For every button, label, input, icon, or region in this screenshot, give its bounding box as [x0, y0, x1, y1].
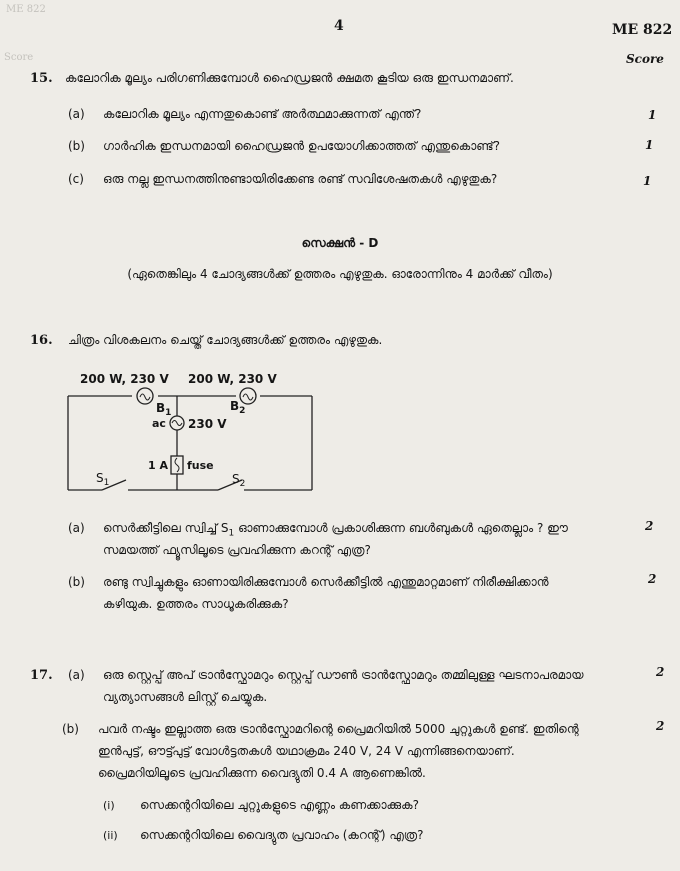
q15-text: കലോറിക മൂല്യം പരിഗണിക്കുമ്പോൾ ഹൈഡ്രജൻ ക്ഷമത കൂടിയ ഒരു ഇന്ധനമാണ്. — [65, 71, 514, 85]
q16a-label: (a) — [68, 521, 85, 535]
q16b-score: 2 — [648, 572, 657, 586]
s2-label: $S_2$ — [232, 472, 246, 489]
ac-source-symbol — [170, 416, 184, 430]
q15c-score: 1 — [643, 174, 652, 188]
section-title: സെക്ഷൻ - D — [301, 236, 379, 250]
q17a-score: 2 — [656, 665, 665, 679]
q15c-text: ഒരു നല്ല ഇന്ധനത്തിനുണ്ടായിരിക്കേണ്ട രണ്ട് സവിശേഷതകൾ എഴുതുക? — [103, 172, 498, 186]
b2-rating: 200 W, 230 V — [188, 372, 277, 386]
bulb-b2-symbol — [240, 388, 256, 404]
q15b-text: ഗാർഹിക ഇന്ധനമായി ഹൈഡ്രജൻ ഉപയോഗിക്കാത്തത് എന്തുകൊണ്ട്? — [103, 139, 500, 153]
q17a-line2: വ്യത്യാസങ്ങൾ ലിസ്റ്റ് ചെയ്യുക. — [103, 690, 268, 704]
q16b-line1: രണ്ടു സ്വിച്ചുകളും ഓണായിരിക്കുമ്പോൾ സെർക്കീട്ടിൽ എന്തുമാറ്റമാണ് നിരീക്ഷിക്കാൻ — [103, 575, 549, 589]
q15a-score: 1 — [648, 108, 657, 122]
q16a-score: 2 — [645, 519, 654, 533]
q17b-line2: ഇൻപുട്ട്, ഔട്ട്പുട്ട് വോൾട്ടതകൾ യഥാക്രമം 240 V, 24 V എന്നിങ്ങനെയാണ്. — [98, 744, 515, 758]
b1-rating: 200 W, 230 V — [80, 372, 169, 386]
q17-number: 17. — [30, 668, 53, 683]
q17b-label: (b) — [62, 722, 79, 736]
ghost-code: ME 822 — [6, 4, 46, 15]
s1-label: $S_1$ — [96, 471, 110, 488]
q17a-label: (a) — [68, 668, 85, 682]
page-number: 4 — [334, 18, 344, 34]
score-header: Score — [626, 52, 664, 66]
q17b-line1: പവർ നഷ്ടം ഇല്ലാത്ത ഒരു ട്രാൻസ്ഫോമറിന്റെ പ്രൈമറിയിൽ 5000 ചുറ്റുകൾ ഉണ്ട്. ഇതിന്റെ — [98, 722, 579, 736]
q16a-line2: സമയത്ത് ഫ്യൂസിലൂടെ പ്രവഹിക്കുന്ന കറന്റ് എത്ര? — [103, 543, 371, 557]
fuse-label: fuse — [187, 459, 214, 472]
fuse-rating-label: 1 A — [148, 459, 168, 472]
q15b-label: (b) — [68, 139, 85, 153]
q15a-text: കലോറിക മൂല്യം എന്നതുകൊണ്ട് അർത്ഥമാക്കുന്നത് എന്ത്? — [103, 107, 422, 121]
ac-label: ac — [152, 417, 166, 430]
fuse-symbol — [171, 456, 183, 474]
bulb-b1-symbol — [137, 388, 153, 404]
q16b-line2: കഴിയുക. ഉത്തരം സാധൂകരിക്കുക? — [103, 597, 289, 611]
q15-number: 15. — [30, 71, 53, 86]
q15c-label: (c) — [68, 172, 84, 186]
source-voltage-label: 230 V — [188, 417, 227, 431]
q16-text: ചിത്രം വിശകലനം ചെയ്ത് ചോദ്യങ്ങൾക്ക് ഉത്തരം എഴുതുക. — [68, 333, 383, 347]
b2-label: $B_2$ — [230, 399, 246, 416]
q17a-line1: ഒരു സ്റ്റെപ്പ് അപ് ട്രാൻസ്ഫോമറും സ്റ്റെപ്പ് ഡൗൺ ട്രാൻസ്ഫോമറും തമ്മിലുള്ള ഘടനാപരമായ — [103, 668, 584, 682]
q17b-score: 2 — [656, 719, 665, 733]
q17b-ii-label: (ii) — [103, 829, 118, 842]
paper-code: ME 822 — [612, 22, 673, 38]
q17b-i-label: (i) — [103, 799, 115, 812]
q16-number: 16. — [30, 333, 53, 348]
circuit-diagram — [60, 366, 320, 498]
ghost-score: Score — [4, 52, 34, 63]
q15b-score: 1 — [645, 138, 654, 152]
q17b-line3: പ്രൈമറിയിലൂടെ പ്രവഹിക്കുന്ന വൈദ്യുതി 0.4 A ആണെങ്കിൽ. — [98, 766, 426, 780]
b1-label: $B_1$ — [156, 401, 172, 418]
section-instruction: (ഏതെങ്കിലും 4 ചോദ്യങ്ങൾക്ക് ഉത്തരം എഴുതുക. ഓരോന്നിനും 4 മാർക്ക് വീതം) — [127, 267, 553, 281]
q16b-label: (b) — [68, 575, 85, 589]
q17b-ii-text: സെക്കന്ററിയിലെ വൈദ്യുത പ്രവാഹം (കറന്റ്) എത്ര? — [140, 828, 424, 842]
q17b-i-text: സെക്കന്ററിയിലെ ചുറ്റുകളുടെ എണ്ണം കണക്കാക്കുക? — [140, 798, 419, 812]
q15a-label: (a) — [68, 107, 85, 121]
q16a-line1: സെർക്കീട്ടിലെ സ്വിച്ച് $S_1$ ഓണാക്കുമ്പോൾ പ്രകാശിക്കുന്ന ബൾബുകൾ ഏതെല്ലാം ? ഈ — [103, 521, 568, 539]
